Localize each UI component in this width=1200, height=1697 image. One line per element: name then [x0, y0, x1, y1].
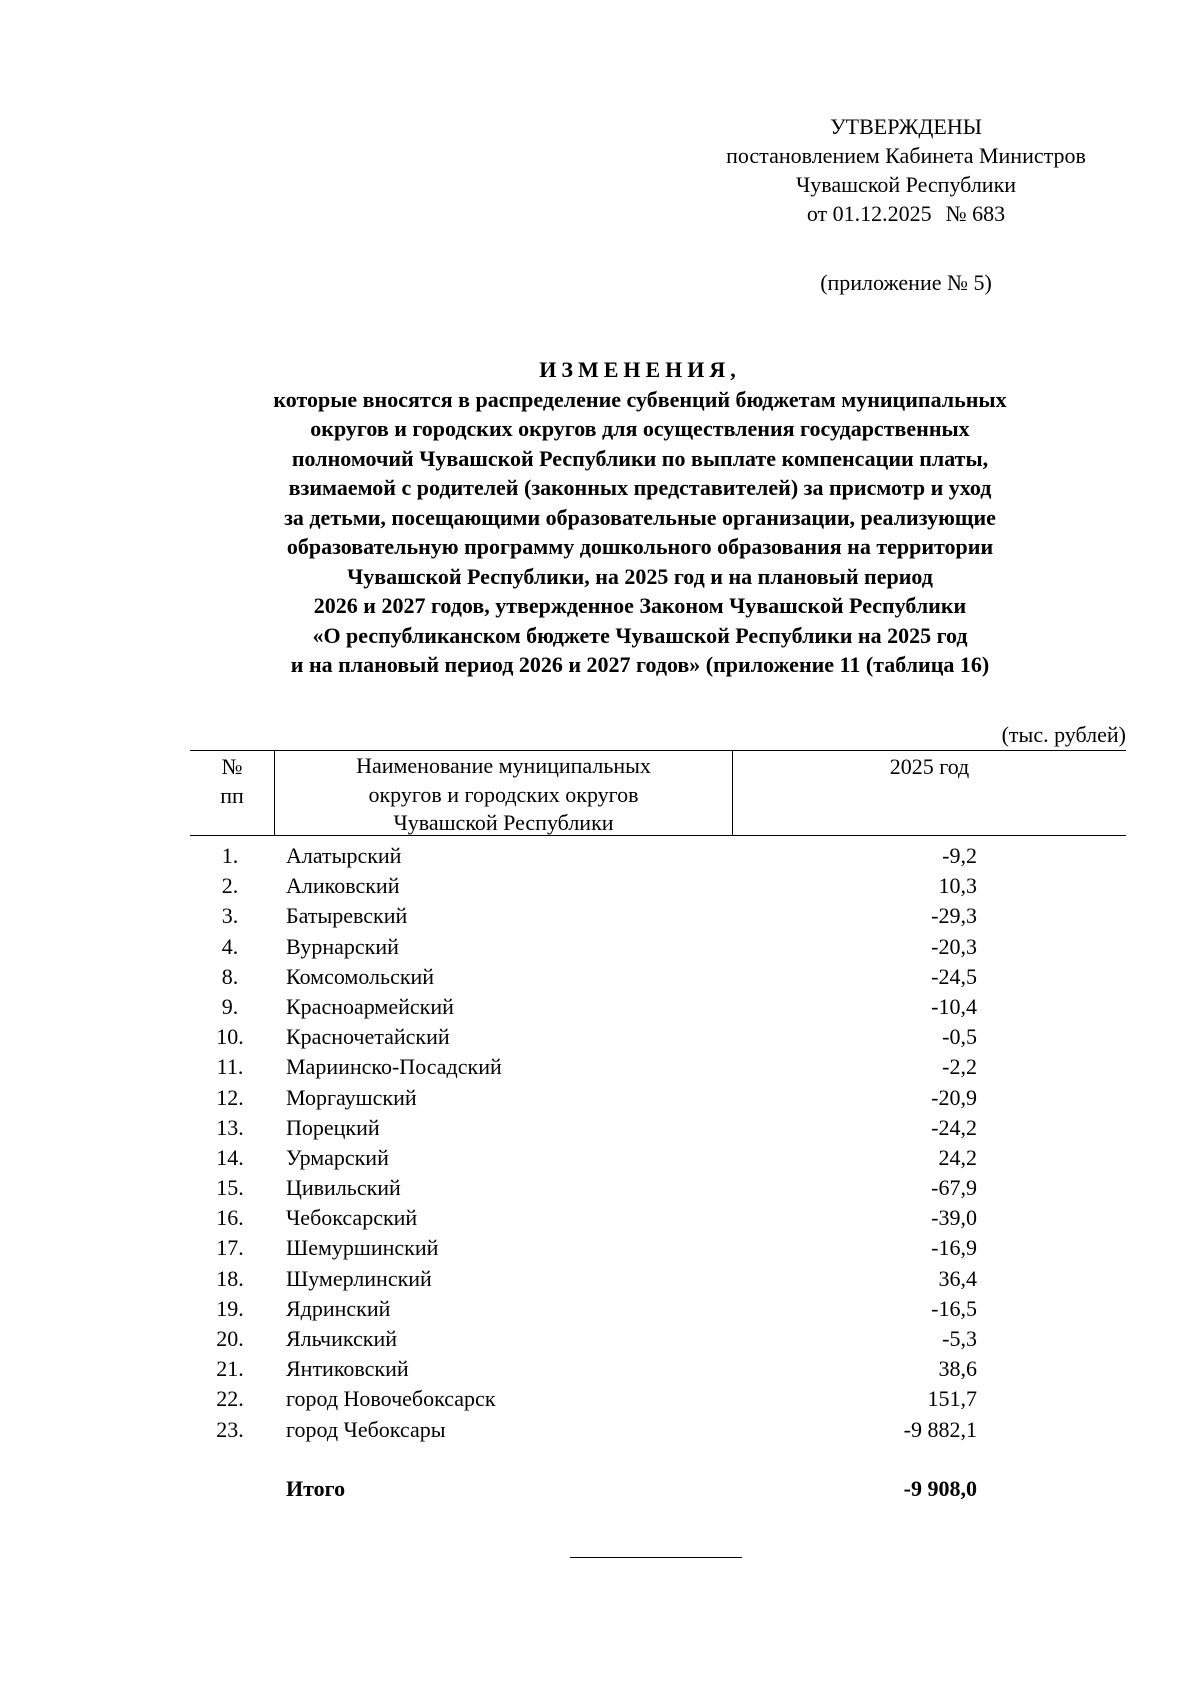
- row-name: Вурнарский: [286, 933, 399, 959]
- row-value: 36,4: [938, 1265, 977, 1291]
- row-number: 17.: [216, 1235, 244, 1261]
- row-value: -9 882,1: [903, 1416, 977, 1442]
- table-row: [190, 1384, 1126, 1414]
- row-name: Урмарский: [286, 1144, 389, 1170]
- row-name: Красноармейский: [286, 993, 454, 1019]
- table-row: [190, 1354, 1126, 1384]
- row-name: Батыревский: [286, 903, 408, 929]
- table-row: [190, 1203, 1126, 1233]
- row-name: Цивильский: [286, 1175, 401, 1201]
- distribution-table: [190, 750, 1126, 1505]
- row-number: 16.: [216, 1205, 244, 1231]
- row-name: Мариинско-Посадский: [286, 1054, 502, 1080]
- title-line: полномочий Чувашской Республики по выплате компенсации платы,: [291, 445, 989, 471]
- row-value: 10,3: [938, 873, 977, 899]
- document-title: [170, 355, 1110, 680]
- approval-date: от 01.12.2025: [806, 201, 932, 226]
- row-name: Красночетайский: [286, 1024, 450, 1050]
- row-value: 38,6: [938, 1356, 977, 1382]
- row-value: 24,2: [938, 1144, 977, 1170]
- row-number: 13.: [216, 1114, 244, 1140]
- title-line: Чувашской Республики, на 2025 год и на плановый период: [347, 563, 933, 589]
- header-name-line3: Чувашской Республики: [393, 810, 614, 835]
- row-name: Шемуршинский: [286, 1235, 439, 1261]
- row-value: -16,9: [931, 1235, 977, 1261]
- approval-block: [686, 112, 1126, 228]
- row-number: 2.: [221, 873, 239, 899]
- row-value: -20,3: [931, 933, 977, 959]
- row-number: 15.: [216, 1175, 244, 1201]
- row-value: -2,2: [942, 1054, 977, 1080]
- row-value: -67,9: [931, 1175, 977, 1201]
- row-number: 12.: [216, 1084, 244, 1110]
- end-divider: [570, 1557, 742, 1558]
- row-number: 14.: [216, 1144, 244, 1170]
- table-row: [190, 1113, 1126, 1143]
- row-number: 20.: [216, 1326, 244, 1351]
- table-row: [190, 1294, 1126, 1324]
- row-number: 4.: [221, 933, 239, 959]
- appendix-label: (приложение № 5): [820, 270, 992, 295]
- table-row: [190, 901, 1126, 931]
- row-value: -0,5: [942, 1024, 977, 1050]
- table-row: [190, 1173, 1126, 1203]
- table-header: [190, 750, 1126, 836]
- header-number-column: [190, 751, 275, 835]
- row-number: 1.: [221, 843, 239, 868]
- row-number: 18.: [216, 1265, 244, 1291]
- header-num-line1: №: [221, 754, 243, 779]
- approval-by-line2: Чувашской Республики: [795, 172, 1017, 197]
- title-heading: ИЗМЕНЕНИЯ,: [539, 357, 741, 382]
- title-line: образовательную программу дошкольного образования на территории: [286, 534, 994, 559]
- row-number: 22.: [216, 1386, 244, 1412]
- title-line: взимаемой с родителей (законных представителей) за присмотр и уход: [288, 475, 992, 500]
- row-name: Ядринский: [286, 1295, 391, 1321]
- table-row: [190, 962, 1126, 992]
- title-line: и на плановый период 2026 и 2027 годов» (приложение 11 (таблица 16): [290, 652, 990, 677]
- table-row: [190, 992, 1126, 1022]
- table-row: [190, 1233, 1126, 1263]
- total-label: Итого: [286, 1475, 346, 1501]
- table-row: [190, 1324, 1126, 1354]
- row-number: 19.: [216, 1295, 244, 1321]
- row-name: город Новочебоксарск: [286, 1386, 496, 1412]
- row-name: Моргаушский: [286, 1084, 417, 1110]
- approval-by-line1: постановлением Кабинета Министров: [726, 143, 1086, 168]
- row-number: 11.: [216, 1054, 244, 1080]
- table-body: [190, 841, 1126, 1445]
- row-value: -16,5: [931, 1295, 977, 1321]
- row-value: -29,3: [931, 903, 977, 929]
- title-line: «О республиканском бюджете Чувашской Республики на 2025 год: [312, 622, 968, 648]
- header-name-column: [275, 751, 733, 835]
- header-name-line2: округов и городских округов: [368, 781, 639, 807]
- table-row: [190, 1264, 1126, 1294]
- row-number: 9.: [221, 993, 239, 1019]
- table-row: [190, 932, 1126, 962]
- row-value: -24,5: [931, 963, 977, 989]
- table-row: [190, 1052, 1126, 1082]
- table-row: [190, 841, 1126, 871]
- table-row: [190, 871, 1126, 901]
- row-value: -10,4: [931, 993, 977, 1019]
- header-num-line2: пп: [220, 783, 244, 808]
- row-name: Яльчикский: [286, 1326, 397, 1351]
- table-row: [190, 1415, 1126, 1445]
- header-name-line1: Наименование муниципальных: [356, 753, 651, 778]
- approval-date-line: [686, 199, 1126, 228]
- title-line: 2026 и 2027 годов, утвержденное Законом Чувашской Республики: [313, 593, 967, 618]
- row-value: -39,0: [931, 1205, 977, 1231]
- row-name: город Чебоксары: [286, 1416, 446, 1442]
- row-name: Шумерлинский: [286, 1265, 432, 1291]
- row-value: 151,7: [927, 1386, 977, 1412]
- table-row: [190, 1083, 1126, 1113]
- total-value: -9 908,0: [903, 1475, 977, 1501]
- table-row: [190, 1022, 1126, 1052]
- row-name: Чебоксарский: [286, 1205, 418, 1231]
- title-line: которые вносятся в распределение субвенций бюджетам муниципальных: [273, 386, 1007, 412]
- total-row: [190, 1473, 1126, 1505]
- row-number: 3.: [221, 903, 239, 929]
- row-name: Аликовский: [286, 873, 400, 899]
- row-value: -24,2: [931, 1114, 977, 1140]
- row-name: Янтиковский: [286, 1356, 409, 1382]
- header-year-column: 2025 год: [889, 754, 970, 779]
- units-label: (тыс. рублей): [1001, 722, 1126, 747]
- row-value: -9,2: [942, 843, 977, 868]
- row-number: 21.: [216, 1356, 244, 1382]
- row-value: -5,3: [942, 1326, 977, 1351]
- approval-status: УТВЕРЖДЕНЫ: [830, 114, 982, 139]
- table-row: [190, 1143, 1126, 1173]
- row-number: 8.: [221, 963, 239, 989]
- row-number: 10.: [216, 1024, 244, 1050]
- title-line: округов и городских округов для осуществления государственных: [310, 416, 970, 441]
- title-line: за детьми, посещающими образовательные организации, реализующие: [284, 504, 996, 530]
- row-value: -20,9: [931, 1084, 977, 1110]
- row-name: Комсомольский: [286, 963, 435, 989]
- approval-number: № 683: [945, 201, 1006, 226]
- row-name: Алатырский: [286, 843, 402, 868]
- row-name: Порецкий: [286, 1114, 380, 1140]
- row-number: 23.: [216, 1416, 244, 1442]
